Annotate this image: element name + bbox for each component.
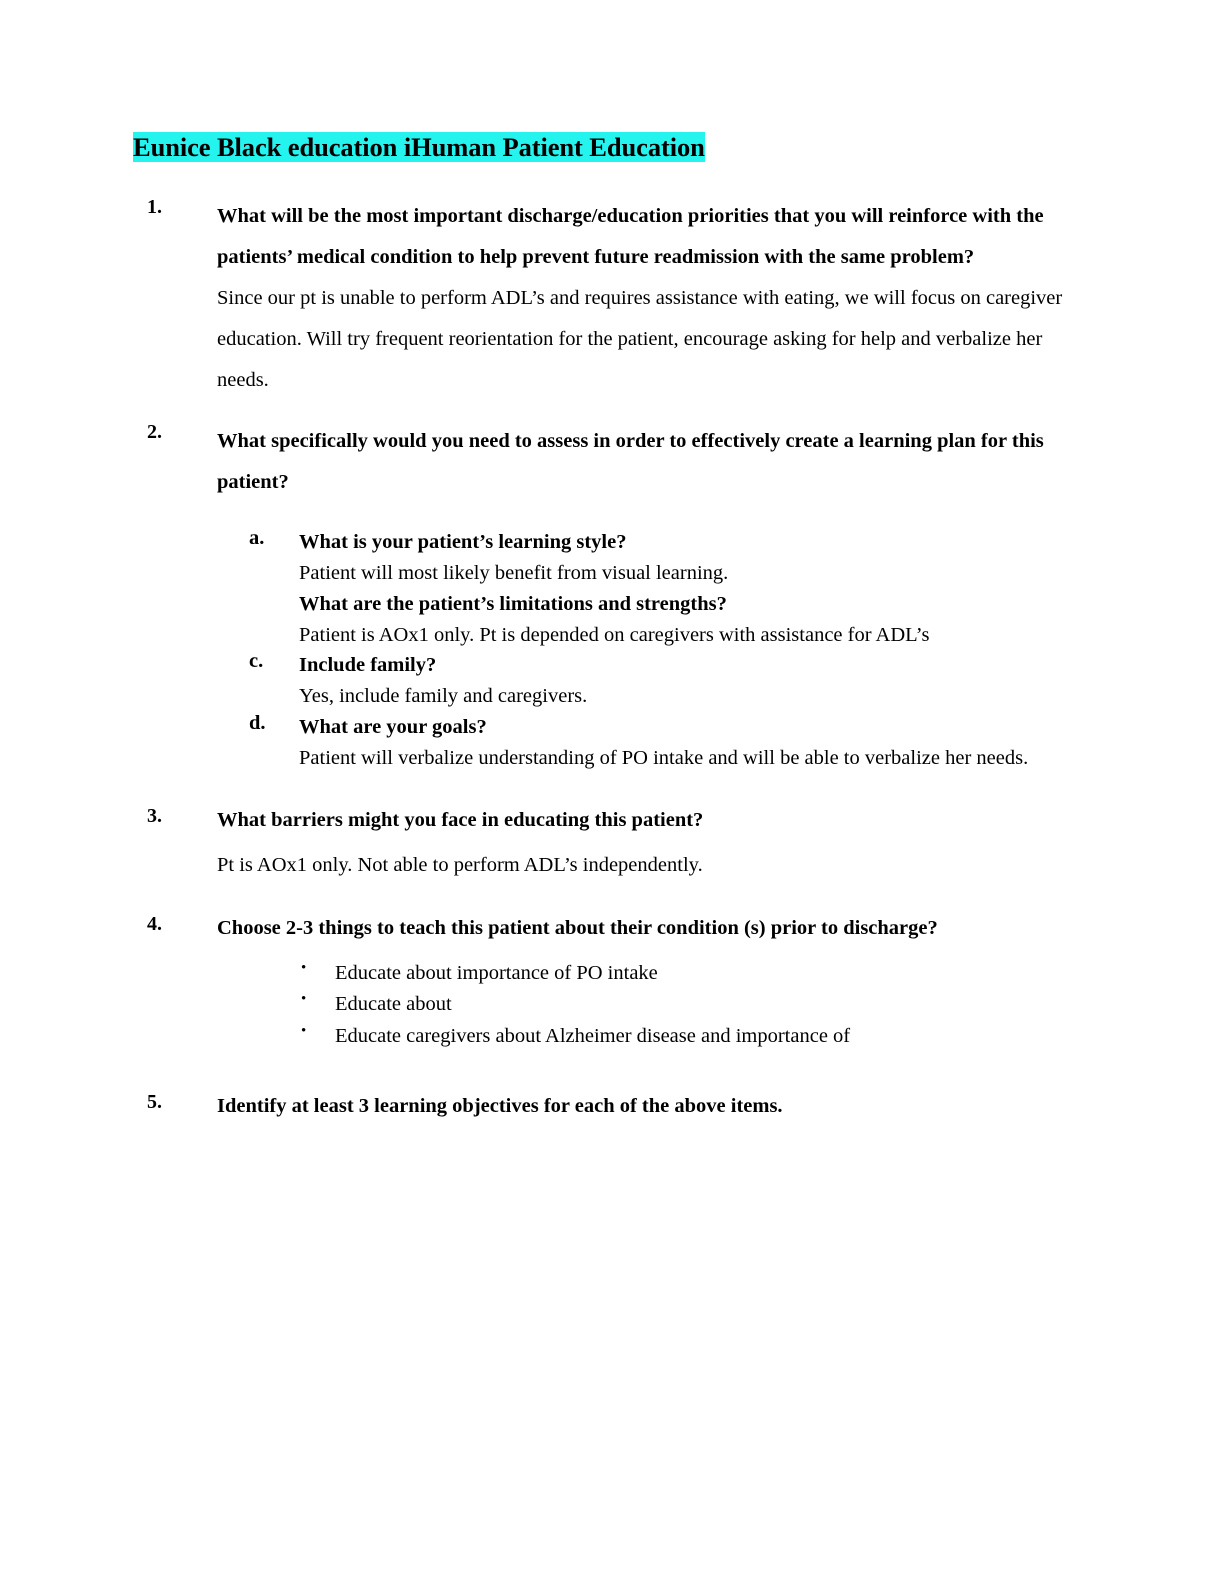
list-item	[133, 913, 1093, 1053]
list-item	[297, 989, 1093, 1021]
item-number-4: 4.	[147, 912, 162, 935]
list-item	[249, 589, 1093, 651]
answer-text-1: Since our pt is unable to perform ADL’s and requires assistance with eating, we will focus on caregiver education. Will try frequent reorientation for the patient, encourage asking for help and verbalize her needs.	[217, 287, 1063, 392]
bullet-text-3: Educate caregivers about Alzheimer disease and importance of	[335, 1025, 851, 1048]
bullet-icon: •	[301, 959, 307, 976]
sub-answer-text-c: Yes, include family and caregivers.	[299, 685, 588, 708]
sub-answer-text-b: Patient is AOx1 only. Pt is depended on caregivers with assistance for ADL’s	[299, 623, 930, 646]
page-title: Eunice Black education iHuman Patient Education	[133, 132, 705, 162]
title-block	[133, 128, 1093, 166]
sub-item-marker-d: d.	[249, 711, 266, 734]
bullet-icon: •	[301, 1023, 307, 1040]
sub-question-text-a: What is your patient’s learning style?	[299, 531, 627, 554]
question-text-3: What barriers might you face in educating this patient?	[217, 809, 704, 832]
list-item	[133, 805, 1093, 881]
sub-question-text-d: What are your goals?	[299, 715, 487, 738]
divider-spacer	[133, 779, 1093, 805]
teaching-topics-list	[217, 958, 1093, 1053]
sub-question-text-b: What are the patient’s limitations and strengths?	[299, 592, 727, 615]
divider-spacer	[133, 407, 1093, 421]
answer-text-3: Pt is AOx1 only. Not able to perform ADL’s independently.	[217, 854, 703, 877]
sub-question-list	[217, 527, 1093, 773]
list-item	[249, 527, 1093, 589]
sub-item-marker-a: a.	[249, 527, 265, 550]
question-text-5: Identify at least 3 learning objectives for each of the above items.	[217, 1094, 783, 1117]
divider-spacer	[133, 887, 1093, 913]
item-number-3: 3.	[147, 805, 162, 828]
question-text-4: Choose 2-3 things to teach this patient about their condition (s) prior to discharge?	[217, 916, 938, 939]
divider-spacer	[133, 1059, 1093, 1073]
question-list	[133, 196, 1093, 1121]
list-item	[297, 1021, 1093, 1053]
bullet-text-1: Educate about importance of PO intake	[335, 961, 658, 984]
list-item	[249, 712, 1093, 774]
document-body	[133, 128, 1093, 1128]
sub-question-text-c: Include family?	[299, 654, 437, 677]
question-text-1: What will be the most important discharge/education priorities that you will reinforce with the patients’ medical condition to help prevent future readmission with the same problem?	[217, 205, 1044, 269]
item-number-2: 2.	[147, 421, 162, 444]
list-item	[297, 958, 1093, 990]
list-item	[249, 650, 1093, 712]
list-item	[133, 196, 1093, 401]
item-number-1: 1.	[147, 196, 162, 219]
item-number-5: 5.	[147, 1090, 162, 1113]
divider-spacer	[217, 836, 1093, 850]
sub-answer-text-a: Patient will most likely benefit from visual learning.	[299, 562, 729, 585]
bullet-icon: •	[301, 991, 307, 1008]
list-item	[133, 1091, 1093, 1122]
bullet-text-2: Educate about	[335, 993, 452, 1016]
question-text-2: What specifically would you need to assess in order to effectively create a learning plan for this patient?	[217, 430, 1044, 494]
list-item	[133, 421, 1093, 773]
sub-item-marker-c: c.	[249, 650, 264, 673]
sub-answer-text-d: Patient will verbalize understanding of PO intake and will be able to verbalize her needs.	[299, 746, 1029, 769]
